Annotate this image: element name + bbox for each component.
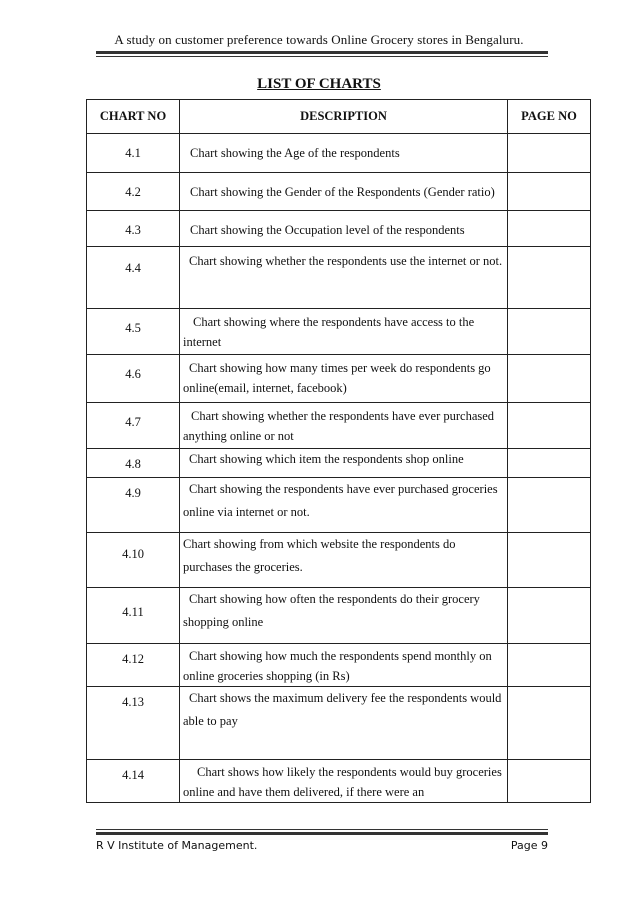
table-row: [87, 687, 591, 760]
page-no: [508, 403, 591, 449]
chart-no: 4.10: [87, 533, 180, 588]
table-row: [87, 309, 591, 355]
chart-description: Chart showing how many times per week do respondents go online(email, internet, facebook): [180, 355, 508, 403]
chart-description: Chart showing whether the respondents have ever purchased anything online or not: [180, 403, 508, 449]
chart-no: 4.2: [87, 173, 180, 211]
chart-description: Chart showing whether the respondents use the internet or not.: [180, 247, 508, 309]
chart-no: 4.8: [87, 449, 180, 478]
charts-table: [86, 99, 591, 803]
table-row: [87, 355, 591, 403]
chart-description: Chart showing the Occupation level of the respondents: [180, 211, 508, 247]
table-row: [87, 173, 591, 211]
table-row: [87, 449, 591, 478]
col-header-chart-no: CHART NO: [87, 100, 180, 134]
chart-no: 4.14: [87, 760, 180, 803]
chart-no: 4.7: [87, 403, 180, 449]
table-row: [87, 588, 591, 644]
chart-no: 4.12: [87, 644, 180, 687]
page-no: [508, 760, 591, 803]
page-no: [508, 355, 591, 403]
table-row: [87, 211, 591, 247]
header-rule-thin: [96, 56, 548, 57]
col-header-description: DESCRIPTION: [180, 100, 508, 134]
footer-rule-thick: [96, 832, 548, 835]
page-title: [0, 76, 638, 93]
chart-description: Chart showing from which website the respondents do purchases the groceries.: [180, 533, 508, 588]
table-row: [87, 134, 591, 173]
table-row: [87, 644, 591, 687]
table-row: [87, 533, 591, 588]
chart-description: Chart showing the Gender of the Respondents (Gender ratio): [180, 173, 508, 211]
page-no: [508, 588, 591, 644]
chart-description: Chart shows how likely the respondents would buy groceries online and have them delivered, if there were an: [180, 760, 508, 803]
chart-description: Chart shows the maximum delivery fee the respondents would able to pay: [180, 687, 508, 760]
col-header-page-no: PAGE NO: [508, 100, 591, 134]
page-no: [508, 478, 591, 533]
chart-description: Chart showing which item the respondents shop online: [180, 449, 508, 478]
page-no: [508, 533, 591, 588]
chart-description: Chart showing where the respondents have access to the internet: [180, 309, 508, 355]
footer-institution: R V Institute of Management.: [96, 839, 258, 852]
page-no: [508, 687, 591, 760]
chart-no: 4.9: [87, 478, 180, 533]
chart-no: 4.11: [87, 588, 180, 644]
page-no: [508, 173, 591, 211]
running-header: A study on customer preference towards Online Grocery stores in Bengaluru.: [114, 32, 524, 47]
page-no: [508, 211, 591, 247]
table-row: [87, 247, 591, 309]
chart-no: 4.6: [87, 355, 180, 403]
chart-description: Chart showing the respondents have ever purchased groceries online via internet or not.: [180, 478, 508, 533]
page-no: [508, 449, 591, 478]
table-header-row: [87, 100, 591, 134]
chart-description: Chart showing how often the respondents do their grocery shopping online: [180, 588, 508, 644]
table-row: [87, 478, 591, 533]
table-row: [87, 403, 591, 449]
page-no: [508, 309, 591, 355]
chart-description: Chart showing the Age of the respondents: [180, 134, 508, 173]
chart-no: 4.5: [87, 309, 180, 355]
chart-no: 4.13: [87, 687, 180, 760]
page-no: [508, 134, 591, 173]
footer-rule-thin: [96, 829, 548, 830]
chart-no: 4.1: [87, 134, 180, 173]
page-no: [508, 644, 591, 687]
page-no: [508, 247, 591, 309]
page-title-text: LIST OF CHARTS: [257, 76, 381, 92]
table-row: [87, 760, 591, 803]
chart-description: Chart showing how much the respondents spend monthly on online groceries shopping (in Rs): [180, 644, 508, 687]
chart-no: 4.4: [87, 247, 180, 309]
header-rule-thick: [96, 51, 548, 54]
chart-no: 4.3: [87, 211, 180, 247]
footer-page-number: Page 9: [510, 839, 548, 852]
